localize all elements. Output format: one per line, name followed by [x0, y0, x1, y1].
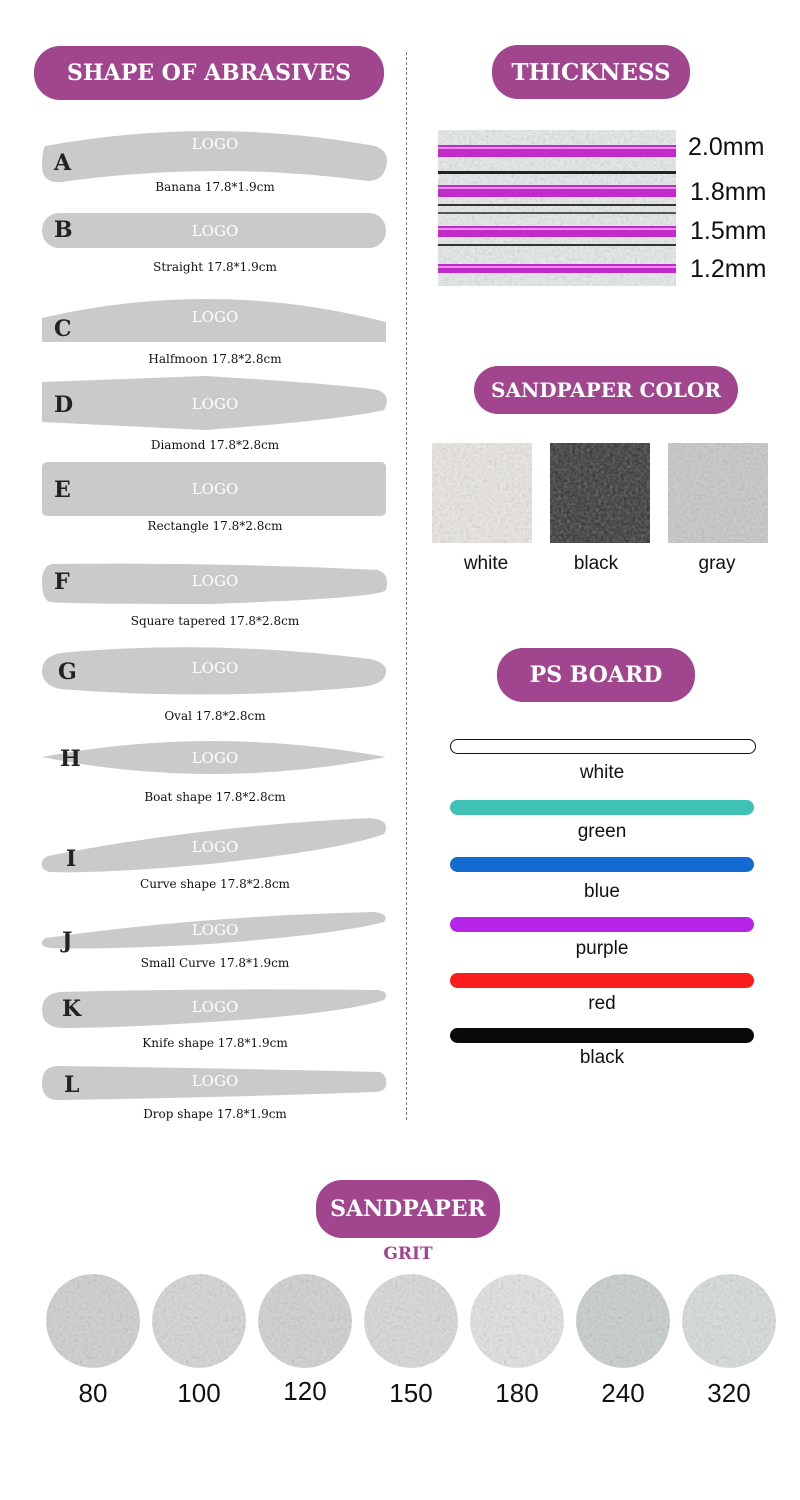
logo-placeholder: LOGO: [191, 838, 239, 856]
shape-item-d: [40, 376, 390, 458]
shape-letter: B: [54, 217, 73, 243]
shape-item-a: [40, 126, 390, 198]
grit-320-sample: [682, 1274, 776, 1368]
shape-caption: Straight 17.8*1.9cm: [153, 260, 277, 274]
shape-item-h: [40, 733, 390, 808]
ps-board-header: PS BOARD: [497, 648, 695, 702]
shape-item-e: [40, 461, 390, 541]
shape-item-b: [40, 212, 390, 278]
ps-board-purple-bar: [450, 917, 754, 932]
grit-value: 320: [707, 1378, 751, 1408]
logo-placeholder: LOGO: [191, 921, 239, 939]
ps-board-label: red: [588, 993, 616, 1014]
grit-value: 120: [283, 1376, 327, 1406]
thickness-header: THICKNESS: [492, 45, 690, 99]
shape-letter: F: [54, 569, 70, 595]
shape-letter: C: [54, 316, 72, 342]
shape-letter: E: [54, 477, 71, 503]
shape-item-g: [40, 645, 390, 725]
ps-board-label: black: [579, 1047, 625, 1068]
ps-board-green-bar: [450, 800, 754, 815]
shape-caption: Oval 17.8*2.8cm: [164, 709, 266, 723]
thickness-label: 2.0mm: [688, 133, 765, 161]
grit-180-sample: [470, 1274, 564, 1368]
grit-value: 240: [601, 1378, 645, 1408]
shape-letter: I: [66, 846, 77, 872]
shape-letter: K: [62, 996, 82, 1022]
grit-80-sample: [46, 1274, 140, 1368]
ps-board-red-bar: [450, 973, 754, 988]
grit-label: GRIT: [383, 1244, 433, 1264]
grit-120-sample: [258, 1274, 352, 1368]
shape-caption: Diamond 17.8*2.8cm: [150, 438, 280, 452]
shape-item-i: [40, 816, 390, 896]
shape-caption: Square tapered 17.8*2.8cm: [130, 614, 300, 628]
ps-board-blue-bar: [450, 857, 754, 872]
shape-caption: Small Curve 17.8*1.9cm: [140, 956, 290, 970]
shape-letter: G: [58, 659, 77, 685]
shape-letter: H: [60, 746, 81, 772]
logo-placeholder: LOGO: [191, 135, 239, 153]
shape-letter: A: [54, 150, 72, 176]
shape-of-abrasives-header: SHAPE OF ABRASIVES: [34, 46, 384, 100]
logo-placeholder: LOGO: [191, 222, 239, 240]
logo-placeholder: LOGO: [191, 395, 239, 413]
logo-placeholder: LOGO: [191, 1072, 239, 1090]
section-divider: [406, 52, 407, 1120]
ps-board-black-bar: [450, 1028, 754, 1043]
thickness-stack-image: [438, 130, 676, 286]
shape-letter: J: [62, 928, 73, 954]
shape-caption: Boat shape 17.8*2.8cm: [144, 790, 286, 804]
gray-sandpaper-swatch: [668, 443, 768, 543]
logo-placeholder: LOGO: [191, 480, 239, 498]
logo-placeholder: LOGO: [191, 572, 239, 590]
swatch-label: black: [573, 553, 619, 574]
sandpaper-header: SANDPAPER: [316, 1180, 500, 1238]
grit-value: 100: [177, 1378, 221, 1408]
shape-caption: Knife shape 17.8*1.9cm: [142, 1036, 288, 1050]
shape-caption: Halfmoon 17.8*2.8cm: [148, 352, 282, 366]
shape-caption: Drop shape 17.8*1.9cm: [143, 1107, 287, 1121]
shape-caption: Curve shape 17.8*2.8cm: [140, 877, 290, 891]
grit-value: 150: [389, 1378, 433, 1408]
shape-item-j: [40, 910, 390, 976]
black-sandpaper-swatch: [550, 443, 650, 543]
grit-value: 80: [78, 1378, 108, 1408]
shape-item-l: [40, 1064, 390, 1128]
shape-item-k: [40, 988, 390, 1054]
shape-caption: Banana 17.8*1.9cm: [155, 180, 275, 194]
white-sandpaper-swatch: [432, 443, 532, 543]
ps-board-label: blue: [584, 881, 620, 902]
logo-placeholder: LOGO: [191, 659, 239, 677]
logo-placeholder: LOGO: [191, 749, 239, 767]
logo-placeholder: LOGO: [191, 998, 239, 1016]
thickness-label: 1.2mm: [690, 255, 767, 283]
sandpaper-color-header: SANDPAPER COLOR: [474, 366, 738, 414]
shape-item-c: [40, 288, 390, 370]
shape-letter: D: [54, 392, 74, 418]
grit-150-sample: [364, 1274, 458, 1368]
thickness-label: 1.5mm: [690, 217, 767, 245]
grit-240-sample: [576, 1274, 670, 1368]
logo-placeholder: LOGO: [191, 308, 239, 326]
grit-value: 180: [495, 1378, 539, 1408]
thickness-label: 1.8mm: [690, 178, 767, 206]
shape-letter: L: [64, 1072, 80, 1098]
swatch-label: white: [463, 553, 509, 574]
ps-board-label: green: [577, 821, 627, 842]
shape-item-f: [40, 562, 390, 632]
ps-board-label: white: [579, 762, 625, 783]
ps-board-label: purple: [575, 938, 629, 959]
shape-caption: Rectangle 17.8*2.8cm: [147, 519, 283, 533]
ps-board-white-bar: [450, 739, 756, 754]
swatch-label: gray: [698, 553, 736, 574]
grit-100-sample: [152, 1274, 246, 1368]
